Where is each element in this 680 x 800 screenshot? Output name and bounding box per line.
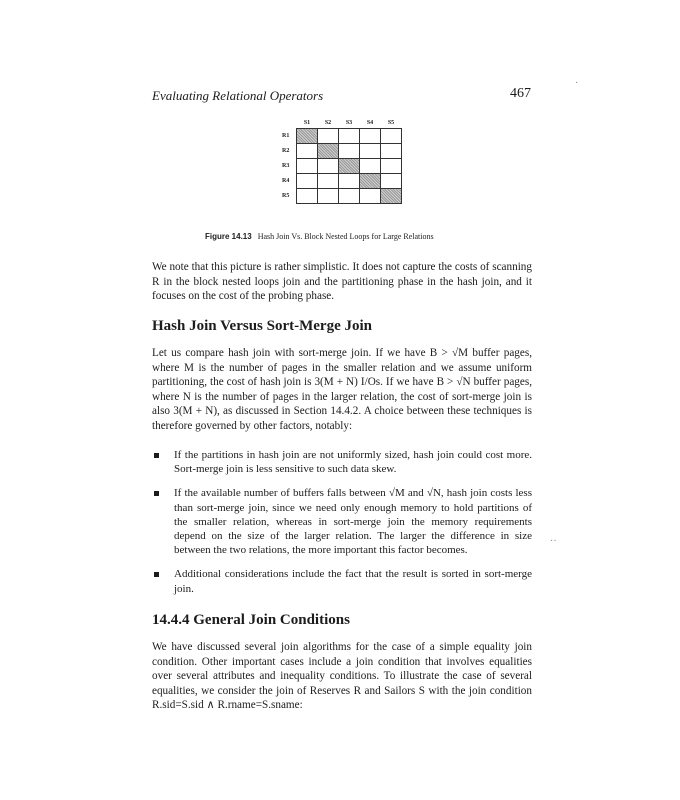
list-item: Additional considerations include the fact that the result is sorted in sort-merge join. [152, 567, 532, 595]
figure-cell [318, 189, 339, 204]
figure-column-header: S3 [345, 120, 353, 126]
figure-cell [318, 129, 339, 144]
figure-cell [297, 189, 318, 204]
figure-row-header: R1 [282, 133, 290, 139]
bullet-icon [154, 572, 159, 577]
paragraph-2: Let us compare hash join with sort-merge join. If we have B > √M buffer pages, where M is the number of pages in the smaller relation and we assume uniform partitioning, the cost of hash join is 3(M + N) I/Os. If we have B > √N buffer pages, where N is the number of pages in the larger relation, the cost of sort-merge join is also 3(M + N), as discussed in Section 14.4.2. A choice between these techniques is therefore governed by other factors, notably: [152, 347, 532, 432]
figure-cell [360, 189, 381, 204]
figure-cell-shaded [318, 144, 339, 159]
scan-speck: ·· [550, 536, 557, 547]
bullet-icon [154, 453, 159, 458]
figure-row-header: R5 [282, 193, 290, 199]
hash-join-figure [282, 118, 402, 204]
scan-speck: · [575, 78, 579, 89]
figure-row-header: R4 [282, 178, 290, 184]
figure-cell [360, 129, 381, 144]
figure-row-header: R3 [282, 163, 290, 169]
figure-cell [339, 129, 360, 144]
figure-cell-shaded [297, 129, 318, 144]
figure-cell [381, 144, 402, 159]
figure-cell [297, 174, 318, 189]
figure-cell [339, 144, 360, 159]
figure-cell [297, 144, 318, 159]
figure-cell [381, 159, 402, 174]
figure-cell [318, 174, 339, 189]
figure-cell-shaded [360, 174, 381, 189]
figure-caption [205, 232, 434, 241]
figure-cell [318, 159, 339, 174]
figure-cell [381, 129, 402, 144]
figure-cell [360, 159, 381, 174]
figure-column-header: S2 [324, 120, 332, 126]
figure-cell [297, 159, 318, 174]
bullet-icon [154, 491, 159, 496]
section-heading-hash-vs-sort-merge: Hash Join Versus Sort-Merge Join [152, 318, 373, 334]
section-heading-general-join-conditions: 14.4.4 General Join Conditions [152, 612, 350, 628]
figure-cell [339, 189, 360, 204]
figure-cell [339, 174, 360, 189]
figure-cell [381, 174, 402, 189]
figure-column-header: S4 [366, 120, 374, 126]
figure-caption-text: Hash Join Vs. Block Nested Loops for Large Relations [257, 232, 434, 241]
figure-caption-label: Figure 14.13 [205, 232, 252, 241]
paragraph-1: We note that this picture is rather simplistic. It does not capture the costs of scanning R in the block nested loops join and the partitioning phase in the hash join, and it focuses on the cost of the probing phase. [152, 261, 532, 303]
figure-cell-shaded [339, 159, 360, 174]
figure-row-header: R2 [282, 148, 290, 154]
page-number: 467 [510, 86, 531, 101]
paragraph-3: We have discussed several join algorithms for the case of a simple equality join condition. Other important cases include a join condition that involves equalities over several attributes and inequality conditions. To illustrate the case of several equalities, we consider the join of Reserves R and Sailors S with the join condition R.sid=S.sid ∧ R.rname=S.sname: [152, 641, 532, 712]
running-header-title: Evaluating Relational Operators [152, 88, 324, 103]
figure-cell [360, 144, 381, 159]
list-item: If the available number of buffers falls between √M and √N, hash join costs less than sort-merge join, since we need only enough memory to hold partitions of the smaller relation, whereas in sort-merge join the memory requirements depend on the size of the larger relation. The larger the difference in size between the two relations, the more important this factor becomes. [152, 486, 532, 557]
figure-column-header: S1 [303, 120, 311, 126]
list-item: If the partitions in hash join are not uniformly sized, hash join could cost more. Sort-merge join is less sensitive to such data skew. [152, 448, 532, 476]
bullet-list [152, 448, 532, 606]
figure-column-header: S5 [387, 120, 395, 126]
figure-cell-shaded [381, 189, 402, 204]
